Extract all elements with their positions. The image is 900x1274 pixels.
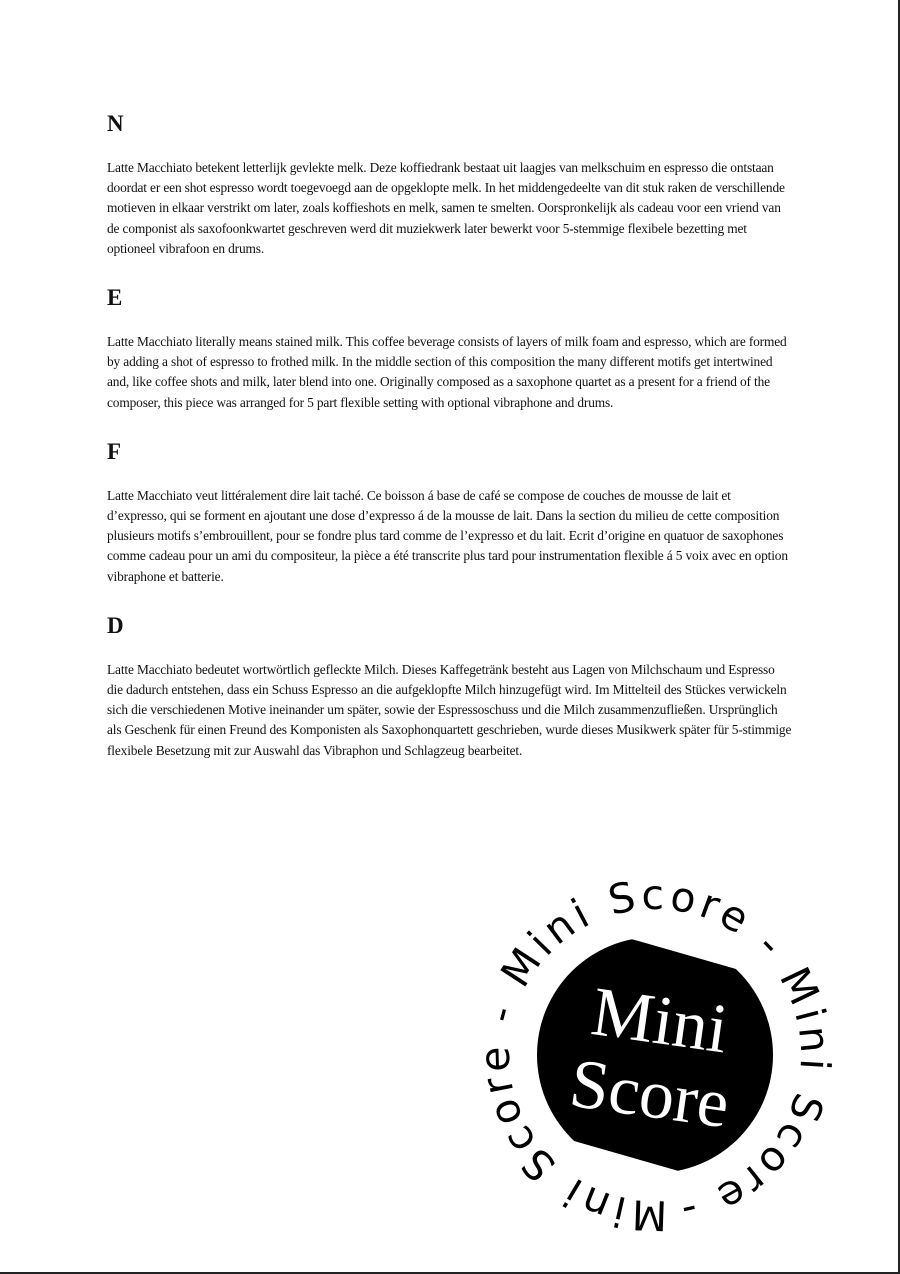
section-text-dutch: Latte Macchiato betekent letterlijk gevlekte melk. Deze koffiedrank bestaat uit laagjes van melkschuim en espresso die ontstaan doordat er een shot espresso wordt toegevoegd aan de opgeklopte melk. In het middengedeelte van dit stuk raken de verschillende motieven in elkaar verstrikt om later, zoals koffieshots en melk, samen te smelten. Oorspronkelijk als cadeau voor een vriend van de componist als saxofoonkwartet geschreven werd dit muziekwerk later bewerkt voor 5-stemmige flexibele bezetting met optioneel vibrafoon en drums. — [107, 160, 785, 256]
section-heading-german: D — [107, 612, 124, 638]
stamp-center-line1: Mini — [587, 973, 733, 1069]
section-heading-english: E — [107, 285, 123, 311]
section-text-french: Latte Macchiato veut littéralement dire lait taché. Ce boisson á base de café se compose de couches de mousse de lait et d’expresso, qui se forment en ajoutant une dose d’expresso á de la mousse de lait. Dans la section du milieu de cette composition plusieurs motifs s’embrouillent, pour se fondre plus tard comme de l’expresso et du lait. Ecrit d’origine en quatuor de saxophones comme cadeau pour un ami du compositeur, la pièce a été transcrite plus tard pour instrumentation flexible á 5 voix avec en option vibraphone et batterie. — [107, 487, 788, 584]
section-text-german: Latte Macchiato bedeutet wortwörtlich gefleckte Milch. Dieses Kaffegetränk besteht aus Lagen von Milchschaum und Espresso die dadurch entstehen, dass ein Schuss Espresso an die aufgeklopfte Milch hinzugefügt wird. Im Mittelteil des Stückes verwickeln sich die verschiedenen Motive ineinander um später, sowie der Espressoschuss und die Milch zusammenzufließen. Ursprünglich als Geschenk für einen Freund des Komponisten als Saxophonquartett geschrieben, wurde dieses Musikwerk später für 5-stimmige flexibele Besetzung mit zur Auswahl das Vibraphon und Schlagzeug bearbeitet. — [107, 661, 792, 758]
stamp-center-line2: Score — [565, 1044, 734, 1144]
mini-score-stamp-graphic — [455, 855, 855, 1255]
stamp-ring-path: Mini Score - Mini Score - Mini Score - — [470, 870, 840, 1240]
section-heading-french: F — [107, 438, 122, 464]
section-heading-dutch: N — [107, 111, 124, 136]
document-body — [107, 110, 792, 786]
section-text-english: Latte Macchiato literally means stained milk. This coffee beverage consists of layers of milk foam and espresso, which are formed by adding a shot of espresso to frothed milk. In the middle section of this composition the many different motifs get intertwined and, like coffee shots and milk, later blend into one. Originally composed as a saxophone quartet as a present for a friend of the composer, this piece was arranged for 5 part flexible setting with optional vibraphone and drums. — [107, 334, 787, 410]
mini-score-stamp — [455, 855, 855, 1255]
